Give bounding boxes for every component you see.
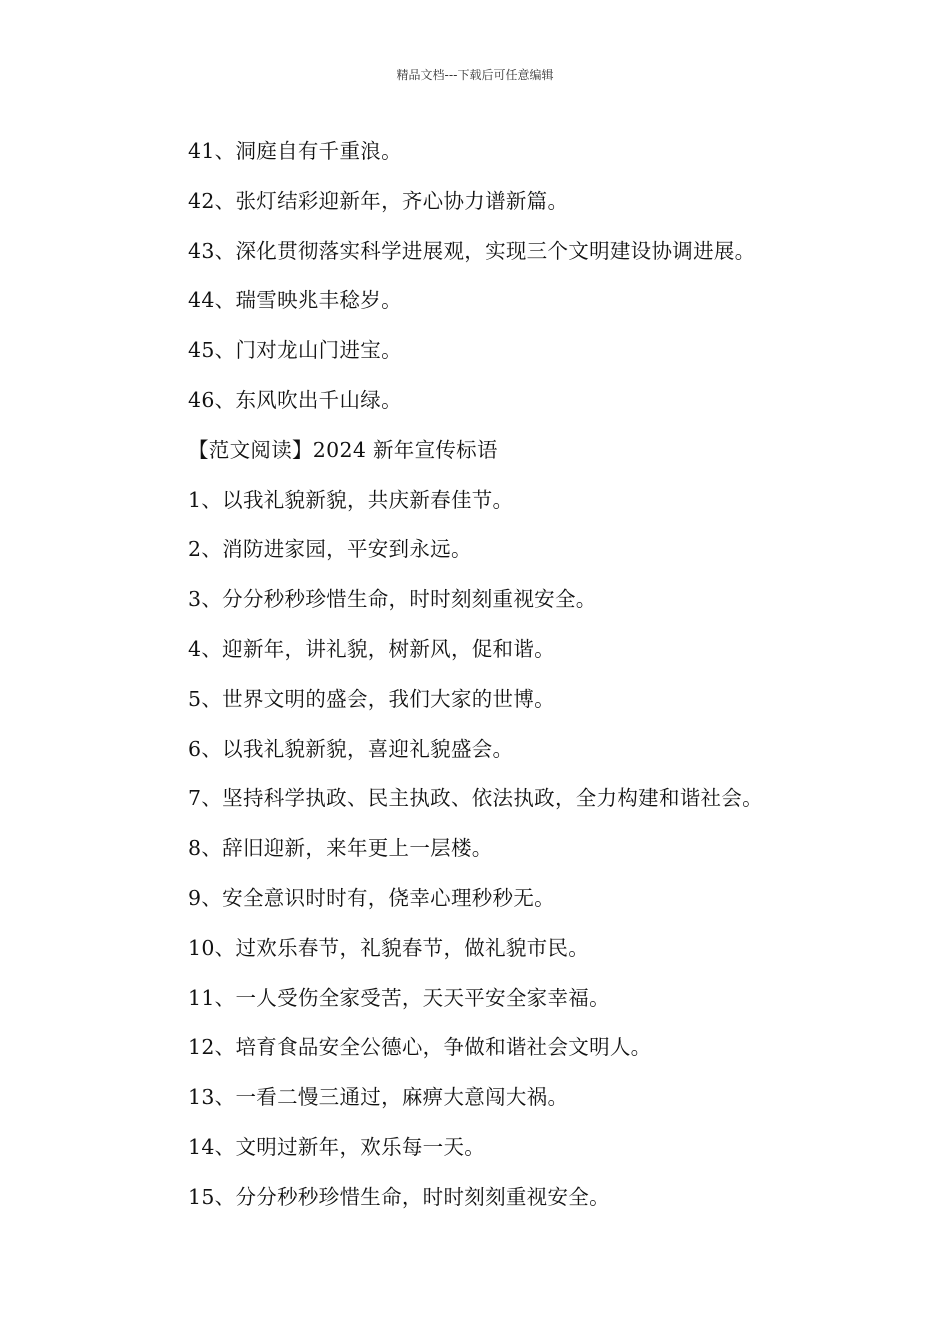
section-heading: 【范文阅读】2024 新年宣传标语 xyxy=(188,437,498,462)
document-body xyxy=(188,135,928,1231)
list-item: 12、培育食品安全公德心，争做和谐社会文明人。 xyxy=(188,1035,652,1060)
list-item: 42、张灯结彩迎新年，齐心协力谱新篇。 xyxy=(188,188,569,213)
list-item: 6、以我礼貌新貌，喜迎礼貌盛会。 xyxy=(188,736,514,761)
page-header: 精品文档---下载后可任意编辑 xyxy=(396,68,554,82)
list-item: 4、迎新年，讲礼貌，树新风，促和谐。 xyxy=(188,636,555,661)
list-item: 10、过欢乐春节，礼貌春节，做礼貌市民。 xyxy=(188,935,590,960)
list-item: 1、以我礼貌新貌，共庆新春佳节。 xyxy=(188,487,514,512)
list-item: 3、分分秒秒珍惜生命，时时刻刻重视安全。 xyxy=(188,587,597,612)
list-item: 11、一人受伤全家受苦，天天平安全家幸福。 xyxy=(188,985,610,1010)
list-item: 44、瑞雪映兆丰稔岁。 xyxy=(188,288,402,313)
list-item: 8、辞旧迎新，来年更上一层楼。 xyxy=(188,836,493,861)
list-item: 9、安全意识时时有，侥幸心理秒秒无。 xyxy=(188,885,555,910)
list-item: 43、深化贯彻落实科学进展观，实现三个文明建设协调进展。 xyxy=(188,238,756,263)
list-item: 46、东风吹出千山绿。 xyxy=(188,387,402,412)
list-item: 2、消防进家园，平安到永远。 xyxy=(188,537,472,562)
list-item: 14、文明过新年，欢乐每一天。 xyxy=(188,1134,486,1159)
list-item: 41、洞庭自有千重浪。 xyxy=(188,139,402,163)
list-item: 5、世界文明的盛会，我们大家的世博。 xyxy=(188,686,555,711)
list-item: 45、门对龙山门进宝。 xyxy=(188,338,402,363)
list-item: 7、坚持科学执政、民主执政、依法执政，全力构建和谐社会。 xyxy=(188,786,763,811)
list-item: 13、一看二慢三通过，麻痹大意闯大祸。 xyxy=(188,1085,569,1110)
list-item: 15、分分秒秒珍惜生命，时时刻刻重视安全。 xyxy=(188,1184,610,1209)
